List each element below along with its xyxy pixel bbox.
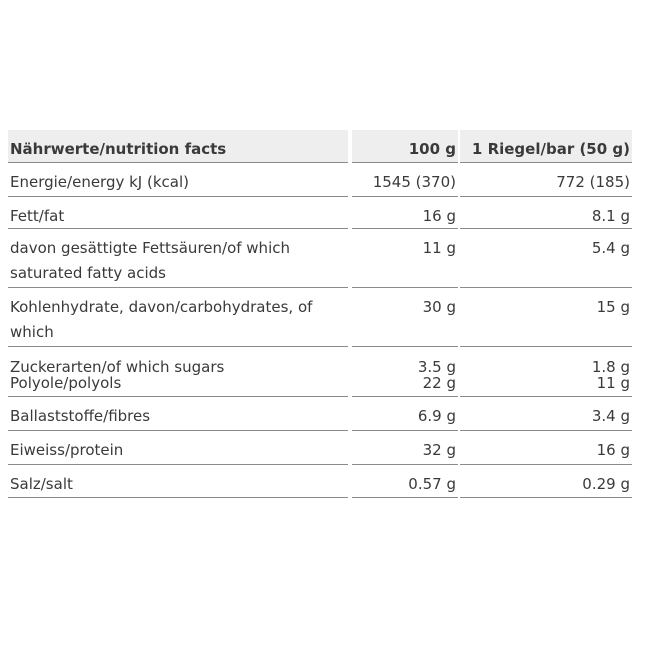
row-per-100g: 22 g — [352, 372, 458, 397]
table-row — [8, 197, 632, 229]
row-per-100g: 30 g — [352, 288, 458, 347]
row-per-bar: 5.4 g — [460, 229, 632, 288]
row-per-bar: 772 (185) — [460, 163, 632, 197]
row-label-line: saturated fatty acids — [10, 264, 166, 282]
row-label — [8, 229, 348, 288]
header-label: Nährwerte/nutrition facts — [8, 130, 348, 163]
header-per-100g: 100 g — [352, 130, 458, 163]
row-label: Fett/fat — [8, 197, 348, 229]
row-per-bar: 11 g — [460, 372, 632, 397]
row-per-100g: 0.57 g — [352, 465, 458, 498]
table-row — [8, 163, 632, 197]
row-label-line: which — [10, 323, 54, 341]
row-per-bar: 15 g — [460, 288, 632, 347]
row-label: Zuckerarten/of which sugars — [10, 358, 225, 376]
row-per-bar: 1.8 g — [591, 358, 630, 376]
row-per-bar: 8.1 g — [460, 197, 632, 229]
table-row — [8, 288, 632, 347]
row-per-100g: 16 g — [352, 197, 458, 229]
table-row — [8, 229, 632, 288]
row-label: Eiweiss/protein — [8, 431, 348, 465]
table-row — [8, 397, 632, 431]
row-label: Ballaststoffe/fibres — [8, 397, 348, 431]
row-per-100g: 3.5 g — [417, 358, 456, 376]
row-per-100g: 1545 (370) — [352, 163, 458, 197]
row-per-bar: 16 g — [460, 431, 632, 465]
row-label: Energie/energy kJ (kcal) — [8, 163, 348, 197]
row-per-100g: 32 g — [352, 431, 458, 465]
row-per-bar: 0.29 g — [460, 465, 632, 498]
table-header-row — [8, 130, 632, 163]
row-per-100g: 11 g — [352, 229, 458, 288]
row-label — [8, 288, 348, 347]
row-label: Polyole/polyols — [8, 372, 348, 397]
table-row — [8, 465, 632, 498]
header-per-bar: 1 Riegel/bar (50 g) — [460, 130, 632, 163]
table-row — [8, 372, 632, 397]
row-per-100g: 6.9 g — [352, 397, 458, 431]
table-row — [8, 431, 632, 465]
table-row — [8, 347, 632, 376]
row-label-line: davon gesättigte Fettsäuren/of which — [10, 239, 290, 257]
row-per-bar: 3.4 g — [460, 397, 632, 431]
row-label-line: Kohlenhydrate, davon/carbohydrates, of — [10, 298, 313, 316]
nutrition-table — [8, 130, 632, 498]
row-label: Salz/salt — [8, 465, 348, 498]
